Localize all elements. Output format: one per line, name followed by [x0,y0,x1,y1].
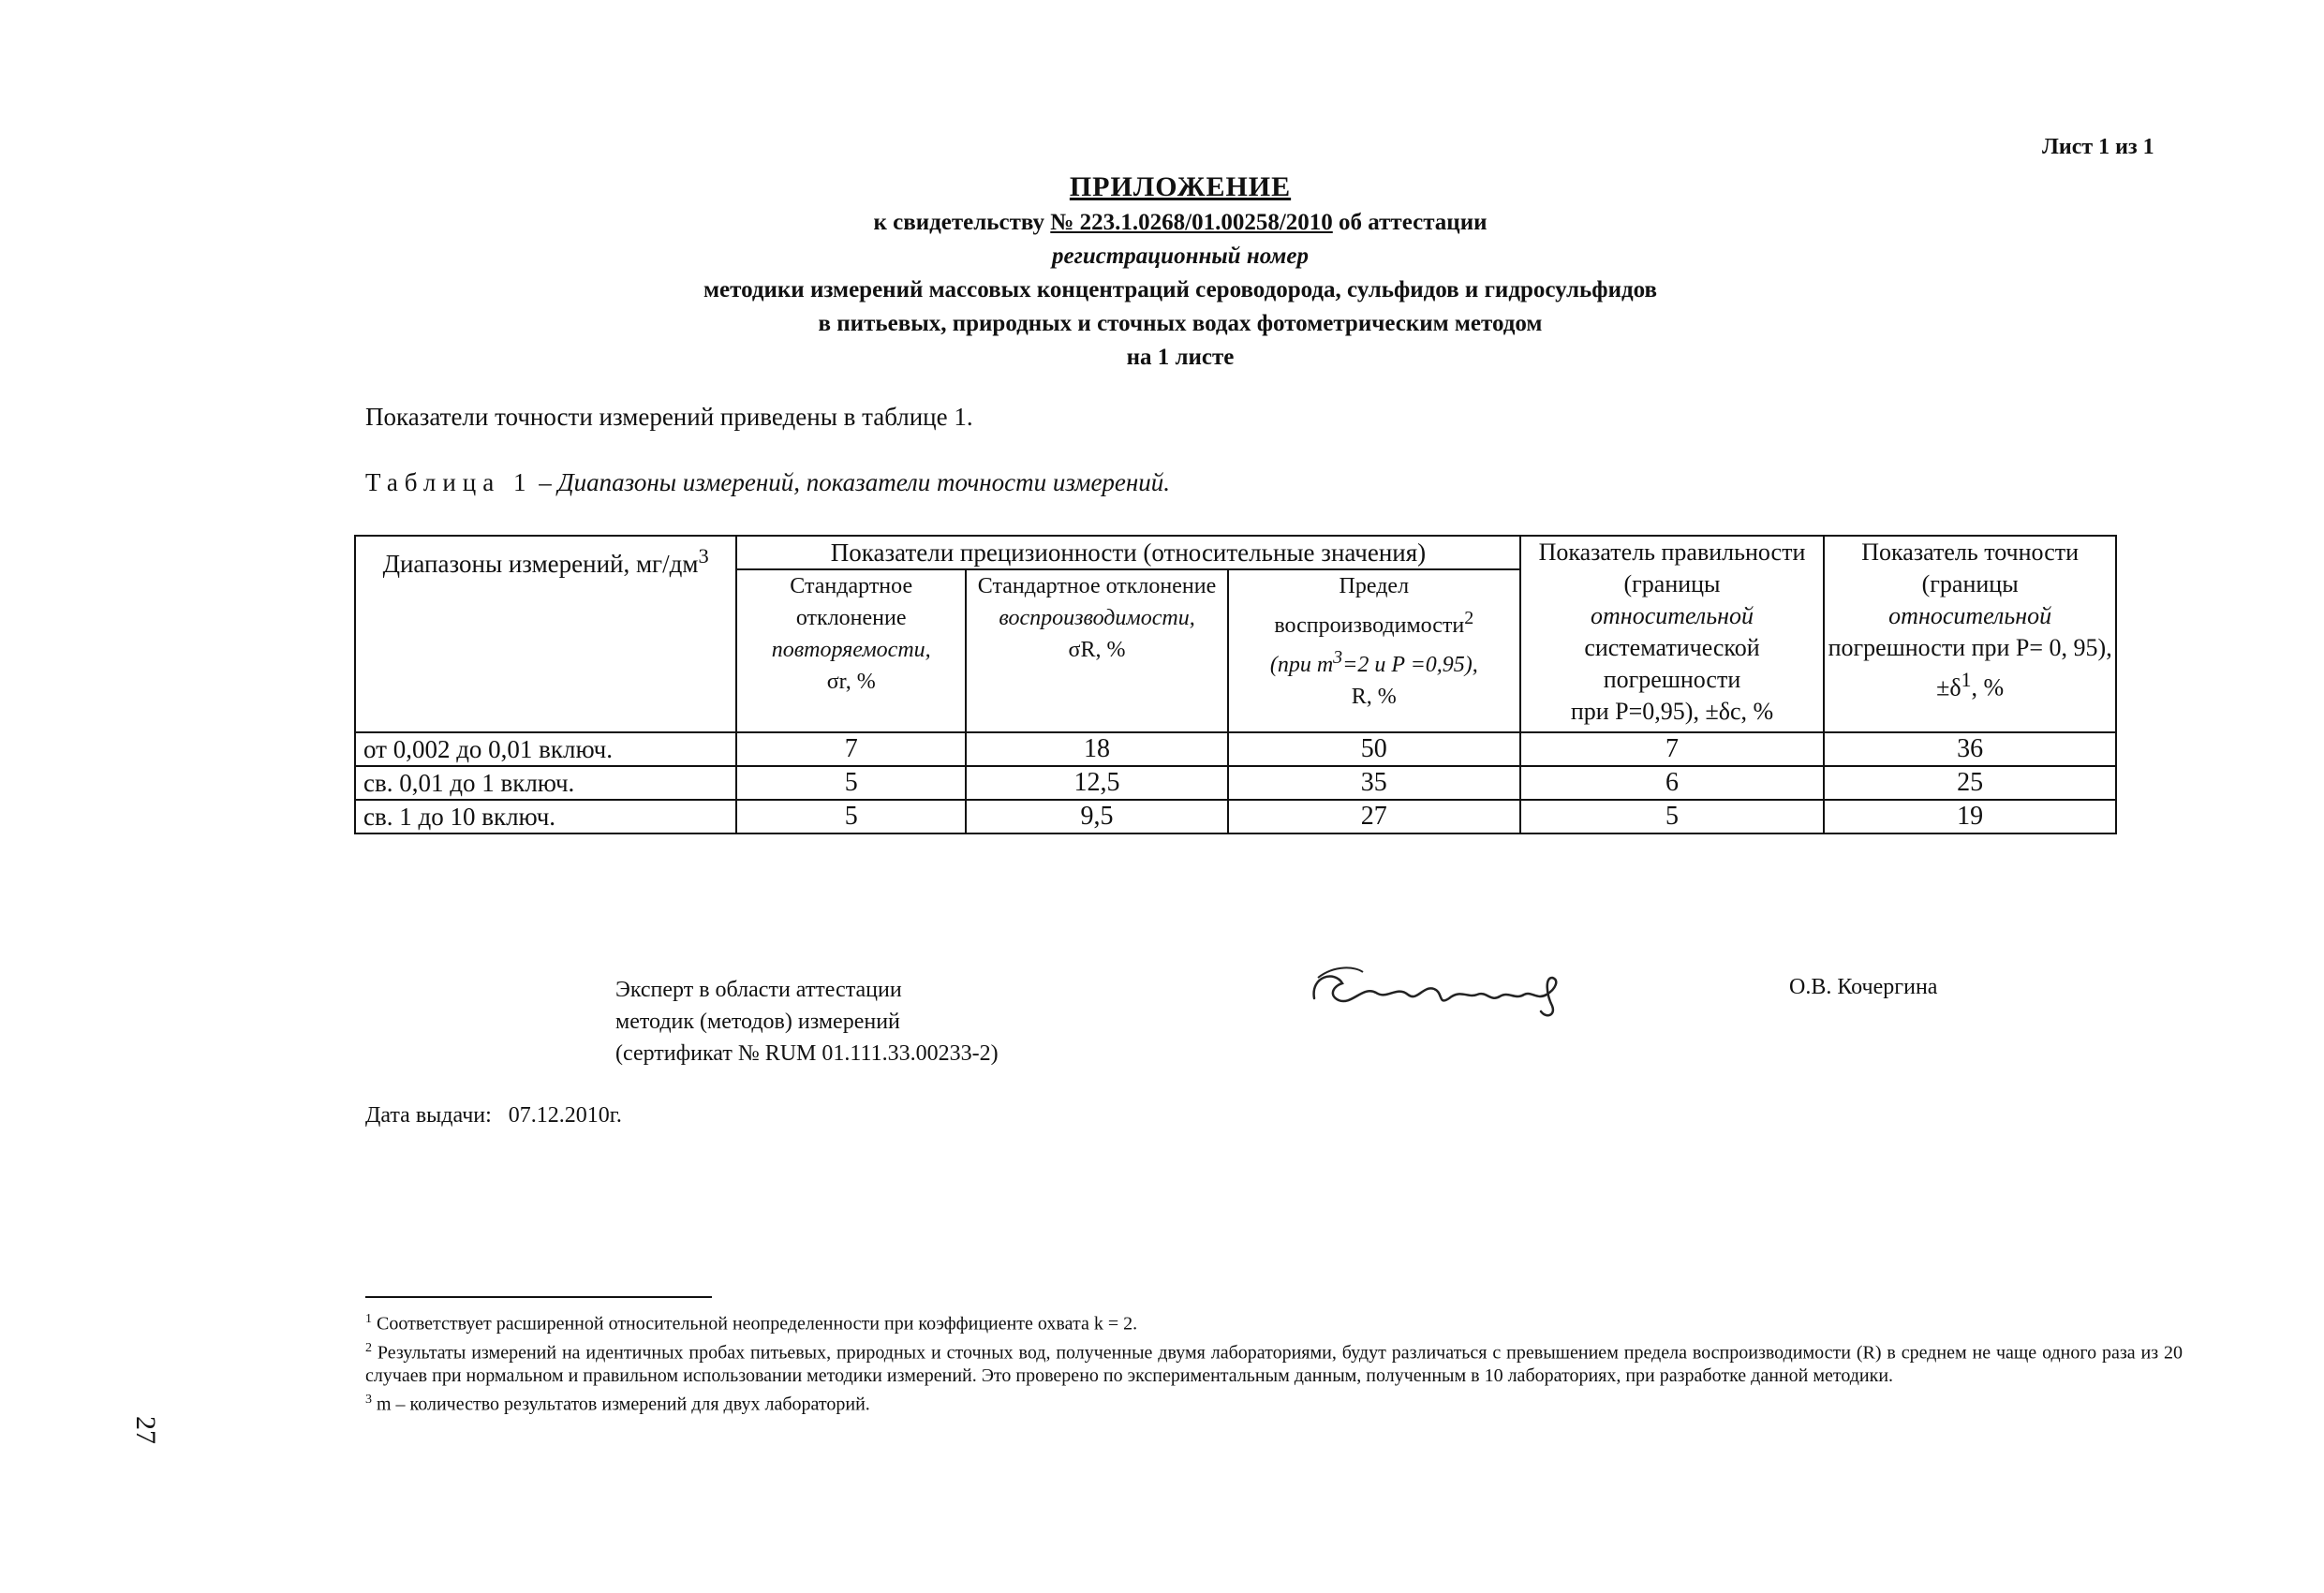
footnote-mark: 2 [365,1340,372,1355]
table-caption-label: Таблица 1 [365,468,533,496]
header-accuracy-l5a: ±δ [1936,673,1961,701]
header-limit [1228,569,1520,732]
header-reproducibility [966,569,1228,732]
header-range-sup: 3 [698,544,709,568]
footnote-mark: 3 [365,1393,372,1408]
footnote-mark: 1 [365,1312,372,1326]
expert-line-1: Эксперт в области аттестации [615,978,902,1002]
issue-date [365,1103,622,1128]
footnotes [365,1307,2183,1417]
certificate-prefix: к свидетельству [873,210,1045,235]
header-repeat-l2: повторяемости, [771,638,931,662]
cell-limit: 27 [1228,800,1520,833]
header-trueness-l1: Показатель правильности [1538,538,1806,566]
method-title-line-1: методики измерений массовых концентраций сероводорода, сульфидов и гидросульфидов [703,277,1657,302]
header-reprod-l3: σR, % [1068,638,1126,662]
cell-trueness: 5 [1520,800,1825,833]
certificate-suffix: об аттестации [1339,210,1488,235]
header-limit-sup: 2 [1464,608,1474,628]
registration-number-label: регистрационный номер [1052,243,1309,269]
footnote-text: m – количество результатов измерений для двух лабораторий. [377,1394,870,1415]
cell-accuracy: 19 [1824,800,2116,833]
cell-reproducibility: 9,5 [966,800,1228,833]
footnote [365,1388,2183,1417]
header-limit-l3b: =2 и P =0,95), [1342,653,1478,677]
cell-repeatability: 5 [736,800,966,833]
table-header-row [355,536,2116,569]
header-repeat-l1: Стандартное отклонение [790,574,913,630]
cell-range: св. 0,01 до 1 включ. [355,766,736,800]
header-limit-l3-sup: 3 [1333,647,1343,668]
document-header [525,169,1836,375]
header-limit-l3 [1229,642,1519,681]
header-trueness-l2: (границы [1623,570,1721,597]
header-accuracy-l1: Показатель точности [1861,538,2080,566]
table-row [355,800,2116,833]
table-caption [365,468,1170,497]
cell-trueness: 7 [1520,732,1825,766]
header-accuracy-l4: погрешности при P= 0, 95), [1828,634,2112,661]
intro-text: Показатели точности измерений приведены в таблице 1. [365,403,973,431]
cell-repeatability: 7 [736,732,966,766]
issue-date-label: Дата выдачи: [365,1103,492,1128]
footnote [365,1307,2183,1336]
header-trueness [1520,536,1825,732]
cell-limit: 50 [1228,732,1520,766]
signer-name: О.В. Кочергина [1789,975,1938,999]
header-limit-l3a: (при m [1269,653,1334,677]
expert-line-3: (сертификат № RUM 01.111.33.00233-2) [615,1041,999,1066]
header-accuracy-sup: 1 [1961,669,1972,691]
table-row [355,766,2116,800]
header-limit-l4: R, % [1351,685,1397,709]
accuracy-table [354,535,2117,834]
header-range [355,536,736,732]
footnote-divider [365,1296,712,1298]
document-title: ПРИЛОЖЕНИЕ [1069,171,1292,202]
header-reprod-l2: воспроизводимости, [999,606,1195,630]
sheet-count: на 1 листе [1126,345,1235,370]
header-repeatability [736,569,966,732]
header-accuracy [1824,536,2116,732]
page-number: 27 [130,1416,161,1444]
cell-range: от 0,002 до 0,01 включ. [355,732,736,766]
cell-repeatability: 5 [736,766,966,800]
header-range-text: Диапазоны измерений, мг/дм [382,550,699,578]
handwritten-signature [1307,957,1578,1023]
footnote-text: Соответствует расширенной относительной неопределенности при коэффициенте охвата k = 2. [377,1313,1138,1335]
header-limit-l2 [1229,602,1519,642]
cell-trueness: 6 [1520,766,1825,800]
footnote [365,1336,2183,1389]
method-title-line-2: в питьевых, природных и сточных водах фотометрическим методом [818,311,1543,336]
footnote-text: Результаты измерений на идентичных пробах питьевых, природных и сточных вод, полученные двумя лабораториями, будут различаться с превышением предела воспроизводимости (R) в среднем не чаще одного раза из 20 случаев при нормальном и правильном использовании методики измерений. Это проверено по экспериментальным данным, полученным в 10 лабораториях, при разработке данной методики. [365,1342,2183,1387]
header-precision: Показатели прецизионности (относительные значения) [736,536,1519,569]
header-repeat-l3: σr, % [826,670,876,694]
table-caption-text: – Диапазоны измерений, показатели точности измерений. [532,468,1171,496]
cell-reproducibility: 12,5 [966,766,1228,800]
header-trueness-l5: при P=0,95), ±δс, % [1570,698,1774,725]
header-trueness-l4: систематической погрешности [1584,634,1760,693]
header-trueness-l3: относительной [1591,602,1754,629]
header-limit-l1: Предел [1339,574,1410,598]
cell-limit: 35 [1228,766,1520,800]
header-accuracy-l2: (границы [1921,570,2019,597]
certificate-number: № 223.1.0268/01.00258/2010 [1050,210,1333,235]
cell-accuracy: 25 [1824,766,2116,800]
table-row [355,732,2116,766]
header-accuracy-l5b: , % [1971,673,2005,701]
cell-accuracy: 36 [1824,732,2116,766]
issue-date-value: 07.12.2010г. [508,1103,622,1128]
header-reprod-l1: Стандартное отклонение [977,574,1217,598]
sheet-label: Лист 1 из 1 [2042,135,2154,159]
cell-reproducibility: 18 [966,732,1228,766]
expert-line-2: методик (методов) измерений [615,1010,900,1034]
expert-block [615,974,999,1069]
header-limit-l2a: воспроизводимости [1274,613,1465,638]
header-accuracy-l3: относительной [1888,602,2052,629]
certificate-line [525,206,1836,240]
header-accuracy-l5 [1825,664,2115,704]
cell-range: св. 1 до 10 включ. [355,800,736,833]
